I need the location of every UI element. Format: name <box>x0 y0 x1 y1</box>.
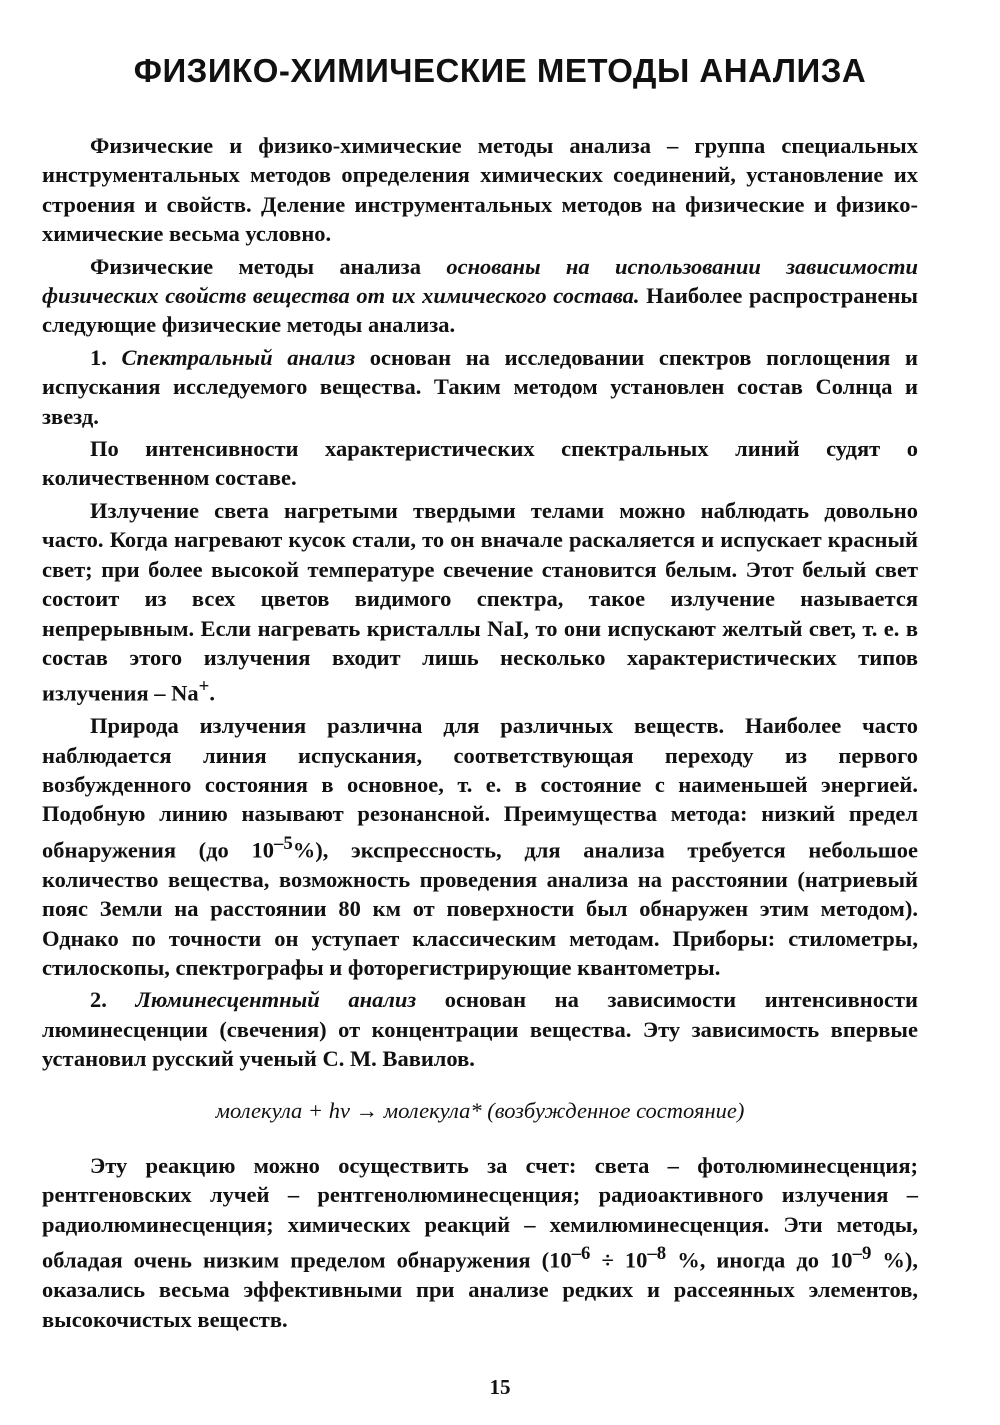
reaction-sup-3: –9 <box>852 1243 872 1265</box>
nature-rest: %), экспрессность, для анализа требуется небольшое количество вещества, возможность проведения анализа на расстоянии (натриевый пояс Земли на расстоянии 80 км от поверхности был обнаружен этим методом). Однако по точности он уступает классическим методам. Приборы: стилометры, стилоскопы, спектрографы и фоторегистрирующие квантометры. <box>42 837 918 980</box>
reaction-sup-1: –6 <box>571 1243 591 1265</box>
physical-methods-definition: основаны на использовании зависимости физических свойств вещества от их химического состава. <box>42 253 918 309</box>
nature-text: Природа излучения различна для различных веществ. Наиболее часто наблюдается линия испускания, соответствующая переходу из первого возбужденного состояния в основное, т. е. в состояние с наименьшей энергией. Подобную линию называют резонансной. Преимущества метода: низкий предел обнаружения (до 10 <box>42 713 918 863</box>
luminescent-number: 2. <box>90 987 136 1013</box>
paragraph-reaction <box>42 1151 918 1334</box>
formula: молекула + hν → молекула* (возбужденное состояние) <box>215 1097 745 1123</box>
paragraph-spectral-analysis <box>42 343 918 431</box>
reaction-text-4: %), оказались весьма эффективными при анализе редких и рассеянных элементов, высокочистых веществ. <box>42 1247 918 1332</box>
reaction-text-2: ÷ 10 <box>590 1247 648 1273</box>
luminescent-text: основан на зависимости интенсивности люминесценции (свечения) от концентрации вещества. Эту зависимость впервые установил русский ученый С. М. Вавилов. <box>42 987 919 1072</box>
document-body <box>42 131 918 1337</box>
physical-methods-term: Физические методы анализа <box>90 253 421 279</box>
paragraph-luminescent-analysis <box>42 985 918 1073</box>
luminescent-term: Люминесцентный анализ <box>135 987 417 1013</box>
emission-text: Излучение света нагретыми твердыми телами можно наблюдать довольно часто. Когда нагревают кусок стали, то он вначале раскаляется и испускает красный свет; при более высокой температуре свечение становится белым. Этот белый свет состоит из всех цветов видимого спектра, такое излучение называется непрерывным. Если нагревать кристаллы NaI, то они испускают желтый свет, т. е. в состав этого излучения входит лишь несколько характеристических типов излучения – Na <box>42 497 918 706</box>
spectral-number: 1. <box>90 344 122 370</box>
reaction-text-3: %, иногда до 10 <box>666 1247 853 1273</box>
nature-sup: –5 <box>274 832 293 854</box>
spectral-text: основан на исследовании спектров поглощения и испускания исследуемого вещества. Таким методом установлен состав Солнца и звезд. <box>42 344 918 429</box>
paragraph-emission <box>42 496 918 708</box>
reaction-sup-2: –8 <box>647 1243 667 1265</box>
page-title: ФИЗИКО-ХИМИЧЕСКИЕ МЕТОДЫ АНАЛИЗА <box>133 52 867 89</box>
reaction-text-1: Эту реакцию можно осуществить за счет: света – фотолюминесценция; рентгеновских лучей – рентгенолюминесценция; радиоактивного излучения – радиолюминесценция; химических реакций – хемилюминесценция. Эти методы, обладая очень низким пределом обнаружения (10 <box>42 1153 918 1273</box>
paragraph-physical-methods <box>42 252 918 340</box>
page-number: 15 <box>489 1375 511 1399</box>
spectral-term: Спектральный анализ <box>121 344 356 370</box>
physical-methods-rest: Наиболее распространены следующие физические методы анализа. <box>42 283 918 338</box>
emission-sup: + <box>198 676 210 698</box>
paragraph-intensity: По интенсивности характеристических спектральных линий судят о количественном составе. <box>42 436 918 491</box>
paragraph-intro: Физические и физико-химические методы анализа – группа специальных инструментальных методов определения химических соединений, установление их строения и свойств. Деление инструментальных методов на физические и физико-химические весьма условно. <box>42 133 918 247</box>
emission-end: . <box>209 680 215 706</box>
paragraph-nature <box>42 711 918 982</box>
